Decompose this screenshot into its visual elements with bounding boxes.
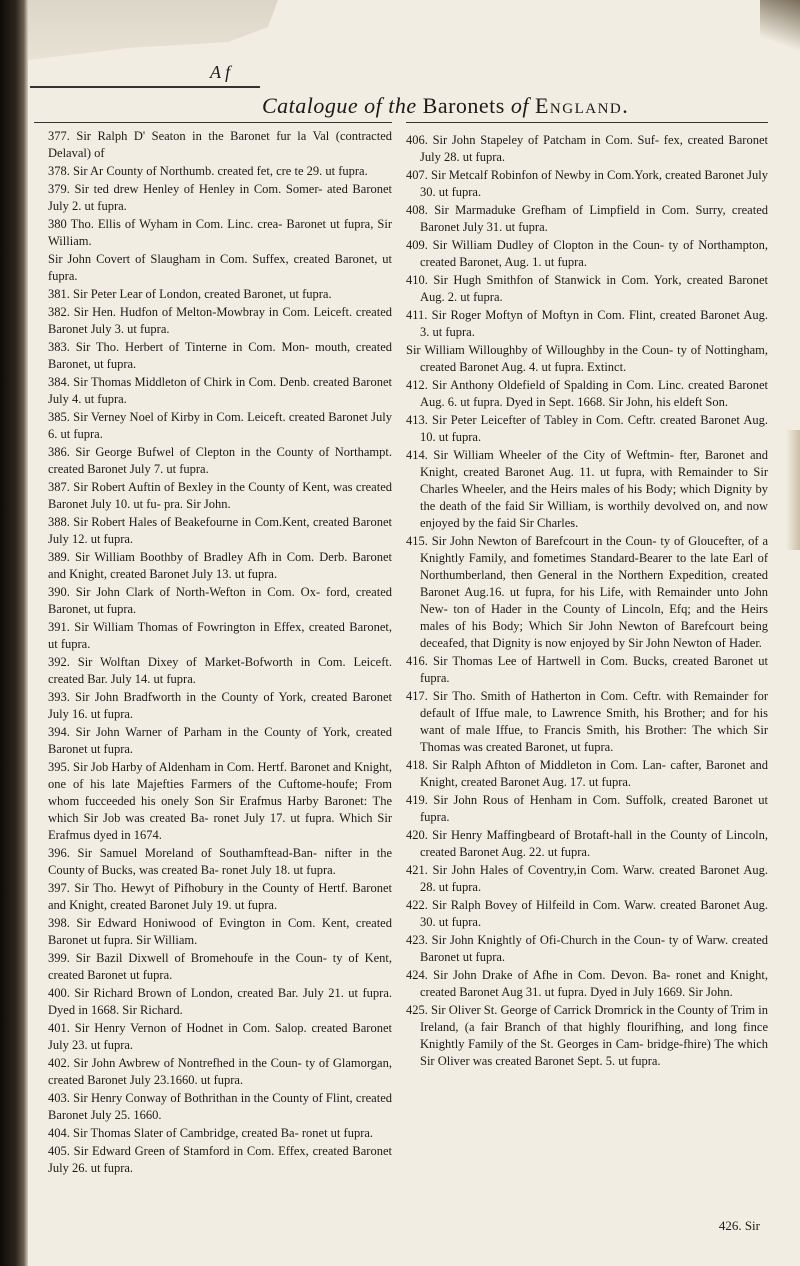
title-part2: Baronets [422,93,505,118]
baronet-entry: 393. Sir John Bradfworth in the County of York, created Baronet July 16. ut fupra. [48,690,392,721]
page-title [262,93,629,119]
title-part4: England. [534,93,630,118]
baronet-entry: 425. Sir Oliver St. George of Carrick Dromrick in the County of Trim in Ireland, (a fair Branch of that highly flourifhing, and long fince Knightly Family of the St. Georges in Cam- bridge-fhire) The which Sir Oliver was created Baronet Sept. 5. ut fupra. [406,1003,768,1068]
baronet-entry: 406. Sir John Stapeley of Patcham in Com. Suf- fex, created Baronet July 28. ut fupra. [406,133,768,164]
baronet-entry: 385. Sir Verney Noel of Kirby in Com. Leiceft. created Baronet July 6. ut fupra. [48,410,392,441]
title-part1: Catalogue of the [262,93,417,118]
baronet-entry: 421. Sir John Hales of Coventry,in Com. Warw. created Baronet Aug. 28. ut fupra. [406,863,768,894]
baronet-entry: 417. Sir Tho. Smith of Hatherton in Com. Ceftr. with Remainder for default of Iffue male, to Lawrence Smith, his Brother; and for his want of male Iffue, to Francis Smith, his Brother: The which Sir Thomas was created Baronet, ut fupra. [406,689,768,754]
baronet-entry: 384. Sir Thomas Middleton of Chirk in Com. Denb. created Baronet July 4. ut fupra. [48,375,392,406]
baronet-entry: 387. Sir Robert Auftin of Bexley in the County of Kent, was created Baronet July 10. ut fu- pra. Sir John. [48,480,392,511]
baronet-entry: 397. Sir Tho. Hewyt of Pifhobury in the County of Hertf. Baronet and Knight, created Baronet July 19. ut fupra. [48,881,392,912]
baronet-entry: 395. Sir Job Harby of Aldenham in Com. Hertf. Baronet and Knight, one of his late Majefties Farmers of the Cuftome-houfe; From whom fucceeded his onely Son Sir Erafmus Harby Baronet: The which Sir Job was created Ba- ronet July 17. ut fupra. Which Sir Erafmus dyed in 1674. [48,760,392,842]
baronet-entry: 419. Sir John Rous of Henham in Com. Suffolk, created Baronet ut fupra. [406,793,768,824]
baronet-entry: 407. Sir Metcalf Robinfon of Newby in Com.York, created Baronet July 30. ut fupra. [406,168,768,199]
baronet-entry: 383. Sir Tho. Herbert of Tinterne in Com. Mon- mouth, created Baronet, ut fupra. [48,340,392,371]
book-binding [0,0,28,1266]
left-column [34,128,392,1178]
edge-stain [786,430,800,550]
page-corner-shadow [760,0,800,60]
baronet-entry: 378. Sir Ar County of Northumb. created fet, cre te 29. ut fupra. [48,164,368,178]
baronet-entry: 418. Sir Ralph Afhton of Middleton in Com. Lan- cafter, Baronet and Knight, created Baronet Aug. 17. ut fupra. [406,758,768,789]
baronet-entry: 401. Sir Henry Vernon of Hodnet in Com. Salop. created Baronet July 23. ut fupra. [48,1021,392,1052]
baronet-entry: 410. Sir Hugh Smithfon of Stanwick in Com. York, created Baronet Aug. 2. ut fupra. [406,273,768,304]
baronet-entry: 403. Sir Henry Conway of Bothrithan in the County of Flint, created Baronet July 25. 1660. [48,1091,392,1122]
title-part3: of [510,93,529,118]
baronet-entry: 391. Sir William Thomas of Fowrington in Effex, created Baronet, ut fupra. [48,620,392,651]
baronet-entry: 404. Sir Thomas Slater of Cambridge, created Ba- ronet ut fupra. [48,1126,374,1140]
baronet-entry: 399. Sir Bazil Dixwell of Bromehoufe in the Coun- ty of Kent, created Baronet ut fupra. [48,951,392,982]
baronet-entry: 420. Sir Henry Maffingbeard of Brotaft-hall in the County of Lincoln, created Baronet Aug. 22. ut fupra. [406,828,768,859]
baronet-entry: 413. Sir Peter Leicefter of Tabley in Com. Ceftr. created Baronet Aug. 10. ut fupra. [406,413,768,444]
baronet-entry: 398. Sir Edward Honiwood of Evington in Com. Kent, created Baronet ut fupra. Sir William. [48,916,392,947]
folio-mark: A f [210,62,231,82]
baronet-entry: 394. Sir John Warner of Parham in the County of York, created Baronet ut fupra. [48,725,392,756]
baronet-entry: 424. Sir John Drake of Afhe in Com. Devon. Ba- ronet and Knight, created Baronet Aug 31. ut fupra. Dyed in July 1669. Sir John. [406,968,768,999]
baronet-entry: 400. Sir Richard Brown of London, created Bar. July 21. ut fupra. Dyed in 1668. Sir Richard. [48,986,392,1017]
baronet-entry: 415. Sir John Newton of Barefcourt in the Coun- ty of Gloucefter, of a Knightly Family, and fometimes Standard-Bearer to the late Earl of Northumberland, then General in the Northern Expedition, created Baronet Aug.16. ut fupra, for his Life, with Remainder unto John New- ton of Hader in the County of Lincoln, Efq; and the Heirs males of his Body; Which Sir John Newton of Barefcourt being deceafed, that Dignity is now enjoyed by Sir John Newton of Hader. [406,534,768,650]
baronet-entry: 396. Sir Samuel Moreland of Southamftead-Ban- nifter in the County of Bucks, was created Ba- ronet July 18. ut fupra. [48,846,392,877]
baronet-entry: 380 Tho. Ellis of Wyham in Com. Linc. crea- Baronet ut fupra, Sir William. [48,217,392,248]
baronet-entry: 381. Sir Peter Lear of London, created Baronet, ut fupra. [48,287,332,301]
left-header-rule [34,122,392,123]
baronet-entry: 422. Sir Ralph Bovey of Hilfeild in Com. Warw. created Baronet Aug. 30. ut fupra. [406,898,768,929]
baronet-entry: 388. Sir Robert Hales of Beakefourne in Com.Kent, created Baronet July 12. ut fupra. [48,515,392,546]
baronet-entry: 377. Sir Ralph D' Seaton in the Baronet fur la Val (contracted Delaval) of [48,129,392,160]
baronet-entry: 392. Sir Wolftan Dixey of Market-Bofworth in Com. Leiceft. created Bar. July 14. ut fupra. [48,655,392,686]
right-header-rule [406,122,768,123]
baronet-entry: 386. Sir George Bufwel of Clepton in the County of Northampt. created Baronet July 7. ut fupra. [48,445,392,476]
baronet-entry: 412. Sir Anthony Oldefield of Spalding in Com. Linc. created Baronet Aug. 6. ut fupra. Dyed in Sept. 1668. Sir John, his eldeft Son. [406,378,768,409]
baronet-entry: 414. Sir William Wheeler of the City of Weftmin- fter, Baronet and Knight, created Baronet Aug. 11. ut fupra, with Remainder to Sir Charles Wheeler, and the Heirs males of his Body; which Dignity by the death of the faid Sir William, is worthily devolved on, and now enjoyed by the faid Sir Charles. [406,448,768,530]
baronet-entry: 402. Sir John Awbrew of Nontrefhed in the Coun- ty of Glamorgan, created Baronet July 23.1660. ut fupra. [48,1056,392,1087]
baronet-entry: Sir John Covert of Slaugham in Com. Suffex, created Baronet, ut fupra. [48,252,392,283]
baronet-entry: 423. Sir John Knightly of Ofi-Church in the Coun- ty of Warw. created Baronet ut fupra. [406,933,768,964]
baronet-entry: Sir William Willoughby of Willoughby in the Coun- ty of Nottingham, created Baronet Aug. 4. ut fupra. Extinct. [406,343,768,374]
baronet-entry: 389. Sir William Boothby of Bradley Afh in Com. Derb. Baronet and Knight, created Baronet July 13. ut fupra. [48,550,392,581]
baronet-entry: 409. Sir William Dudley of Clopton in the Coun- ty of Northampton, created Baronet, Aug. 1. ut fupra. [406,238,768,269]
torn-edge-rule [30,86,260,88]
catchword: 426. Sir [718,1218,760,1233]
baronet-entry: 379. Sir ted drew Henley of Henley in Com. Somer- ated Baronet July 2. ut fupra. [48,182,392,213]
baronet-entry: 408. Sir Marmaduke Grefham of Limpfield in Com. Surry, created Baronet July 31. ut fupra. [406,203,768,234]
baronet-entry: 416. Sir Thomas Lee of Hartwell in Com. Bucks, created Baronet ut fupra. [406,654,768,685]
baronet-entry: 382. Sir Hen. Hudfon of Melton-Mowbray in Com. Leiceft. created Baronet July 3. ut fupra. [48,305,392,336]
baronet-entry: 411. Sir Roger Moftyn of Moftyn in Com. Flint, created Baronet Aug. 3. ut fupra. [406,308,768,339]
torn-page-corner [28,0,278,60]
right-column [406,132,768,1071]
baronet-entry: 405. Sir Edward Green of Stamford in Com. Effex, created Baronet July 26. ut fupra. [48,1144,392,1175]
baronet-entry: 390. Sir John Clark of North-Wefton in Com. Ox- ford, created Baronet, ut fupra. [48,585,392,616]
